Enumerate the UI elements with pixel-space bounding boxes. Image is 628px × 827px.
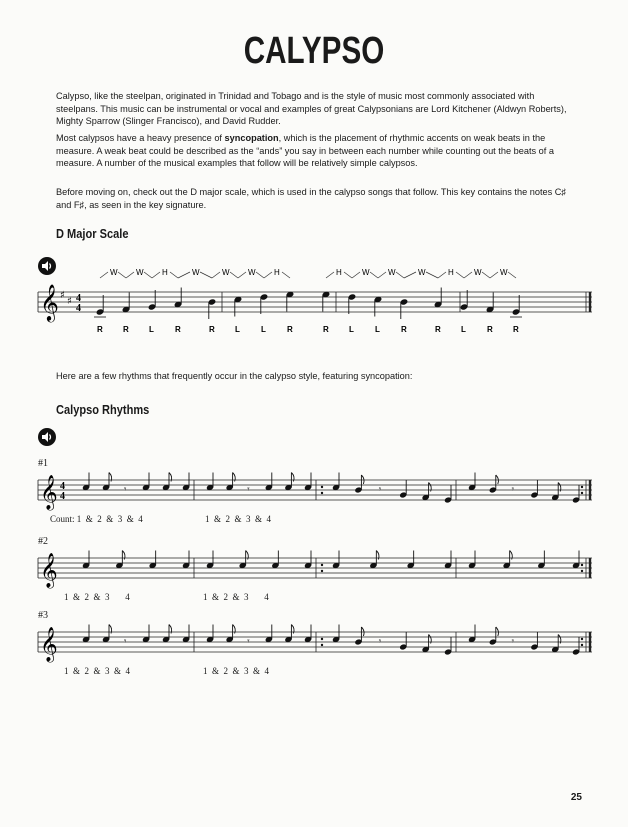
- step-marks: [100, 268, 516, 278]
- step-slur: [482, 272, 490, 278]
- step-slur: [126, 272, 134, 278]
- step-slur: [456, 272, 464, 278]
- step-slur: [282, 272, 290, 278]
- rhythm-intro: Here are a few rhythms that frequently occur in the calypso style, featuring syncopation:: [56, 371, 413, 381]
- eighth-rest-icon: 𝄾: [378, 485, 382, 495]
- sticking-label: L: [461, 325, 466, 334]
- scale-heading: D Major Scale: [56, 226, 129, 241]
- eighth-rest-icon: 𝄾: [124, 485, 127, 495]
- sticking-row: [97, 325, 519, 334]
- rhythms-heading: Calypso Rhythms: [56, 402, 150, 417]
- step-slur: [490, 272, 498, 278]
- step-slur: [404, 272, 416, 278]
- step-label: W: [136, 268, 144, 277]
- sticking-label: R: [487, 325, 493, 334]
- sticking-label: L: [375, 325, 380, 334]
- step-slur: [264, 272, 272, 278]
- step-slur: [152, 272, 160, 278]
- eighth-rest-icon: 𝄾: [378, 637, 382, 647]
- step-slur: [200, 272, 212, 278]
- step-label: W: [248, 268, 256, 277]
- step-slur: [426, 272, 438, 278]
- step-slur: [212, 272, 220, 278]
- sticking-label: R: [209, 325, 215, 334]
- step-slur: [344, 272, 352, 278]
- rhythm-staff-1: [36, 470, 596, 516]
- rhythm-staff-2: [36, 548, 596, 594]
- count-row: Count: 1 & 2 & 3 & 4: [50, 514, 143, 524]
- step-label: H: [336, 268, 342, 277]
- step-slur: [100, 272, 108, 278]
- step-slur: [118, 272, 126, 278]
- step-label: W: [110, 268, 118, 277]
- step-label: H: [448, 268, 454, 277]
- sticking-label: L: [349, 325, 354, 334]
- step-label: H: [162, 268, 168, 277]
- key-signature-sharp-icon: ♯: [67, 296, 72, 307]
- syncopation-term: syncopation: [224, 133, 279, 143]
- treble-clef-icon: 𝄞: [40, 475, 58, 510]
- sticking-label: R: [323, 325, 329, 334]
- step-slur: [464, 272, 472, 278]
- sticking-label: R: [513, 325, 519, 334]
- step-label: H: [274, 268, 280, 277]
- count-row: 1 & 2 & 3 & 4: [203, 666, 270, 676]
- page-number: 25: [570, 792, 582, 803]
- syncopation-paragraph: Most calypsos have a heavy presence of syncopation, which is the placement of rhythmic accents on weak beats in the measure. A weak beat could be described as the “ands” you say in between each number while counting out the beats of a measure. A number of the musical examples that follow will be relatively simple calypsos.: [56, 133, 554, 168]
- example-2-label: #2: [38, 536, 48, 547]
- step-slur: [438, 272, 446, 278]
- time-signature: 4: [76, 293, 81, 304]
- eighth-rest-icon: 𝄾: [247, 485, 250, 495]
- example-3-label: #3: [38, 610, 48, 621]
- step-slur: [378, 272, 386, 278]
- sticking-label: R: [175, 325, 181, 334]
- step-slur: [352, 272, 360, 278]
- time-signature: 4: [60, 481, 65, 492]
- step-slur: [178, 272, 190, 278]
- sticking-label: R: [435, 325, 441, 334]
- example-1-label: #1: [38, 458, 48, 469]
- time-signature: 4: [60, 491, 65, 502]
- count-row: 1 & 2 & 3 4: [64, 592, 130, 602]
- step-label: W: [362, 268, 370, 277]
- treble-clef-icon: 𝄞: [40, 553, 58, 588]
- count-row: 1 & 2 & 3 & 4: [205, 514, 272, 524]
- count-row: 1 & 2 & 3 4: [203, 592, 269, 602]
- step-label: W: [388, 268, 396, 277]
- sticking-label: L: [149, 325, 154, 334]
- step-label: W: [222, 268, 230, 277]
- step-slur: [170, 272, 178, 278]
- sticking-label: L: [235, 325, 240, 334]
- count-row: 1 & 2 & 3 & 4: [64, 666, 131, 676]
- step-slur: [144, 272, 152, 278]
- step-label: W: [192, 268, 200, 277]
- sticking-label: R: [97, 325, 103, 334]
- step-label: W: [418, 268, 426, 277]
- step-slur: [256, 272, 264, 278]
- step-slur: [370, 272, 378, 278]
- page-title: CALYPSO: [243, 30, 385, 72]
- treble-clef-icon: 𝄞: [40, 627, 58, 662]
- step-label: W: [500, 268, 508, 277]
- step-slur: [230, 272, 238, 278]
- step-slur: [508, 272, 516, 278]
- scale-paragraph: Before moving on, check out the D major scale, which is used in the calypso songs that follow. This key contains the notes C♯ and F♯, as seen in the key signature.: [56, 187, 566, 210]
- eighth-rest-icon: 𝄾: [247, 637, 250, 647]
- audio-speaker-icon[interactable]: [38, 428, 56, 446]
- eighth-rest-icon: 𝄾: [511, 637, 515, 647]
- sticking-label: R: [123, 325, 129, 334]
- intro-paragraph: Calypso, like the steelpan, originated in Trinidad and Tobago and is the style of music most commonly associated with steelpans. This music can be instrumental or vocal and examples of great Calypsonians are Lord Kitchener (Aldwyn Roberts), Mighty Sparrow (Slinger Francisco), and David Rudder.: [56, 91, 567, 126]
- step-slur: [326, 272, 334, 278]
- d-major-scale-staff: [36, 262, 596, 342]
- step-slur: [396, 272, 404, 278]
- sticking-label: R: [287, 325, 293, 334]
- treble-clef-icon: 𝄞: [40, 283, 59, 321]
- step-label: W: [474, 268, 482, 277]
- sticking-label: R: [401, 325, 407, 334]
- eighth-rest-icon: 𝄾: [511, 485, 515, 495]
- rhythm-staff-3: [36, 622, 596, 668]
- sticking-label: L: [261, 325, 266, 334]
- step-slur: [238, 272, 246, 278]
- eighth-rest-icon: 𝄾: [124, 637, 127, 647]
- key-signature-sharp-icon: ♯: [60, 290, 65, 301]
- time-signature: 4: [76, 303, 81, 314]
